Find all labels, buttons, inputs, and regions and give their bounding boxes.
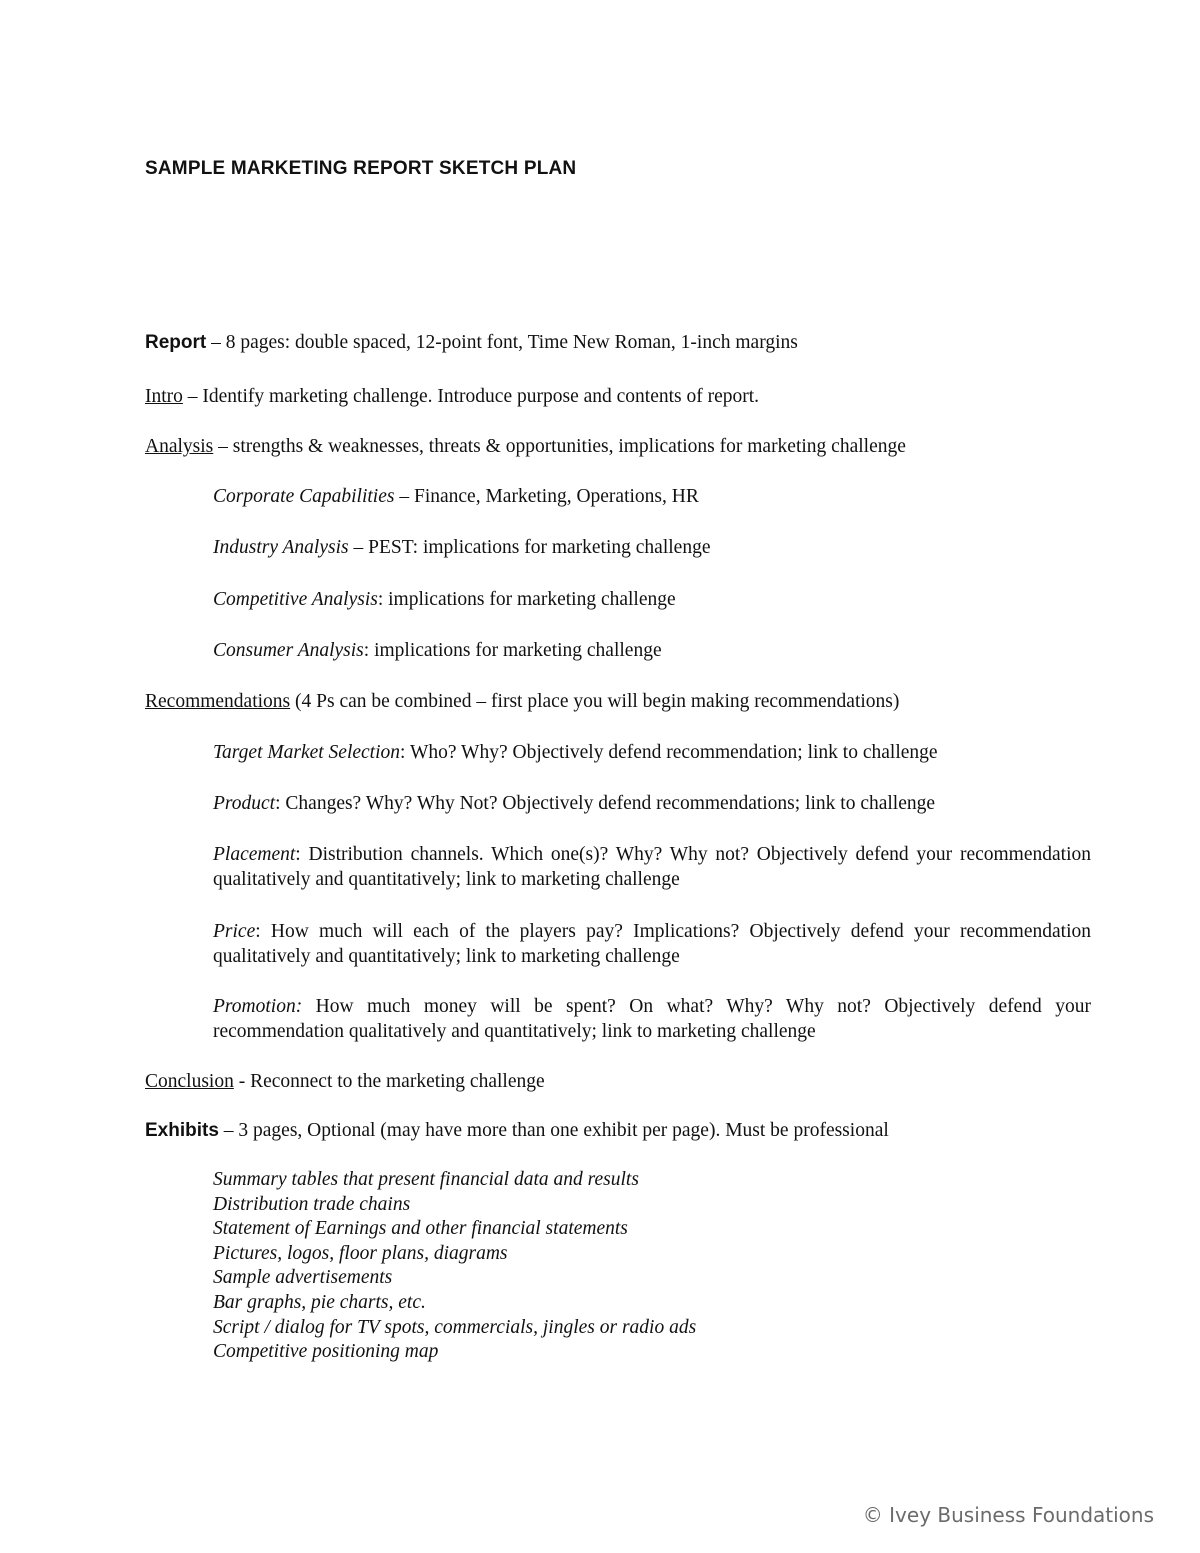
analysis-item-industry xyxy=(213,535,710,561)
report-label: Report xyxy=(145,332,207,353)
intro-label: Intro xyxy=(145,386,183,407)
rec-item-label: Product xyxy=(213,793,276,814)
rec-item-text: : Distribution channels. Which one(s)? Why? Why not? Objectively defend your recommendation qualitatively and quantitatively; link to marketing challenge xyxy=(213,844,1091,890)
rec-item-label: Target Market Selection xyxy=(213,742,401,763)
rec-item-promotion xyxy=(213,994,1091,1044)
rec-item-label: Price xyxy=(213,921,256,942)
rec-item-product xyxy=(213,791,935,817)
rec-item-text: : Who? Why? Objectively defend recommendation; link to challenge xyxy=(400,742,938,763)
rec-item-price xyxy=(213,919,1091,969)
exhibit-item: Pictures, logos, floor plans, diagrams xyxy=(213,1242,508,1264)
rec-item-text: : How much will each of the players pay? Implications? Objectively defend your recommendation qualitatively and quantitatively; link to marketing challenge xyxy=(213,921,1091,967)
intro-line xyxy=(145,384,759,410)
analysis-item-competitive xyxy=(213,587,676,613)
exhibits-list xyxy=(213,1168,696,1365)
exhibit-item: Bar graphs, pie charts, etc. xyxy=(213,1291,426,1313)
analysis-item-label: Consumer Analysis xyxy=(213,640,364,661)
document-title: SAMPLE MARKETING REPORT SKETCH PLAN xyxy=(145,158,577,179)
report-line xyxy=(145,330,798,356)
analysis-item-text: : implications for marketing challenge xyxy=(363,640,662,661)
conclusion-line xyxy=(145,1069,545,1095)
rec-item-label: Placement xyxy=(213,844,296,865)
rec-item-placement xyxy=(213,842,1091,892)
recommendations-line xyxy=(145,689,899,715)
analysis-item-text: : implications for marketing challenge xyxy=(377,589,676,610)
analysis-item-label: Industry Analysis xyxy=(213,537,349,558)
exhibits-label: Exhibits xyxy=(145,1120,219,1141)
exhibit-item: Statement of Earnings and other financial statements xyxy=(213,1218,628,1240)
analysis-item-label: Corporate Capabilities xyxy=(213,486,395,507)
analysis-item-text: – PEST: implications for marketing challenge xyxy=(348,537,711,558)
analysis-item-label: Competitive Analysis xyxy=(213,589,378,610)
exhibit-item: Distribution trade chains xyxy=(213,1193,411,1215)
exhibit-item: Sample advertisements xyxy=(213,1267,393,1289)
exhibit-item: Competitive positioning map xyxy=(213,1341,439,1363)
copyright-footer: © Ivey Business Foundations xyxy=(862,1503,1154,1527)
exhibit-item: Script / dialog for TV spots, commercials, jingles or radio ads xyxy=(213,1316,697,1338)
analysis-text: – strengths & weaknesses, threats & opportunities, implications for marketing challenge xyxy=(213,436,906,457)
conclusion-text: - Reconnect to the marketing challenge xyxy=(233,1071,545,1092)
analysis-item-corporate xyxy=(213,484,699,510)
rec-item-text: How much money will be spent? On what? Why? Why not? Objectively defend your recommendation qualitatively and quantitatively; link to marketing challenge xyxy=(213,996,1091,1042)
rec-item-target-market xyxy=(213,740,938,766)
intro-text: – Identify marketing challenge. Introduce purpose and contents of report. xyxy=(182,386,760,407)
rec-item-label: Promotion: xyxy=(213,996,303,1017)
conclusion-label: Conclusion xyxy=(145,1071,234,1092)
recommendations-label: Recommendations xyxy=(145,691,291,712)
analysis-label: Analysis xyxy=(145,436,214,457)
recommendations-text: (4 Ps can be combined – first place you will begin making recommendations) xyxy=(290,691,900,712)
rec-item-text: : Changes? Why? Why Not? Objectively defend recommendations; link to challenge xyxy=(275,793,936,814)
exhibit-item: Summary tables that present financial data and results xyxy=(213,1169,639,1190)
analysis-item-consumer xyxy=(213,638,662,664)
exhibits-line xyxy=(145,1118,889,1144)
report-text: – 8 pages: double spaced, 12-point font, Time New Roman, 1-inch margins xyxy=(206,332,798,353)
analysis-line xyxy=(145,434,906,460)
analysis-item-text: – Finance, Marketing, Operations, HR xyxy=(394,486,699,507)
exhibits-text: – 3 pages, Optional (may have more than one exhibit per page). Must be professional xyxy=(218,1120,889,1141)
